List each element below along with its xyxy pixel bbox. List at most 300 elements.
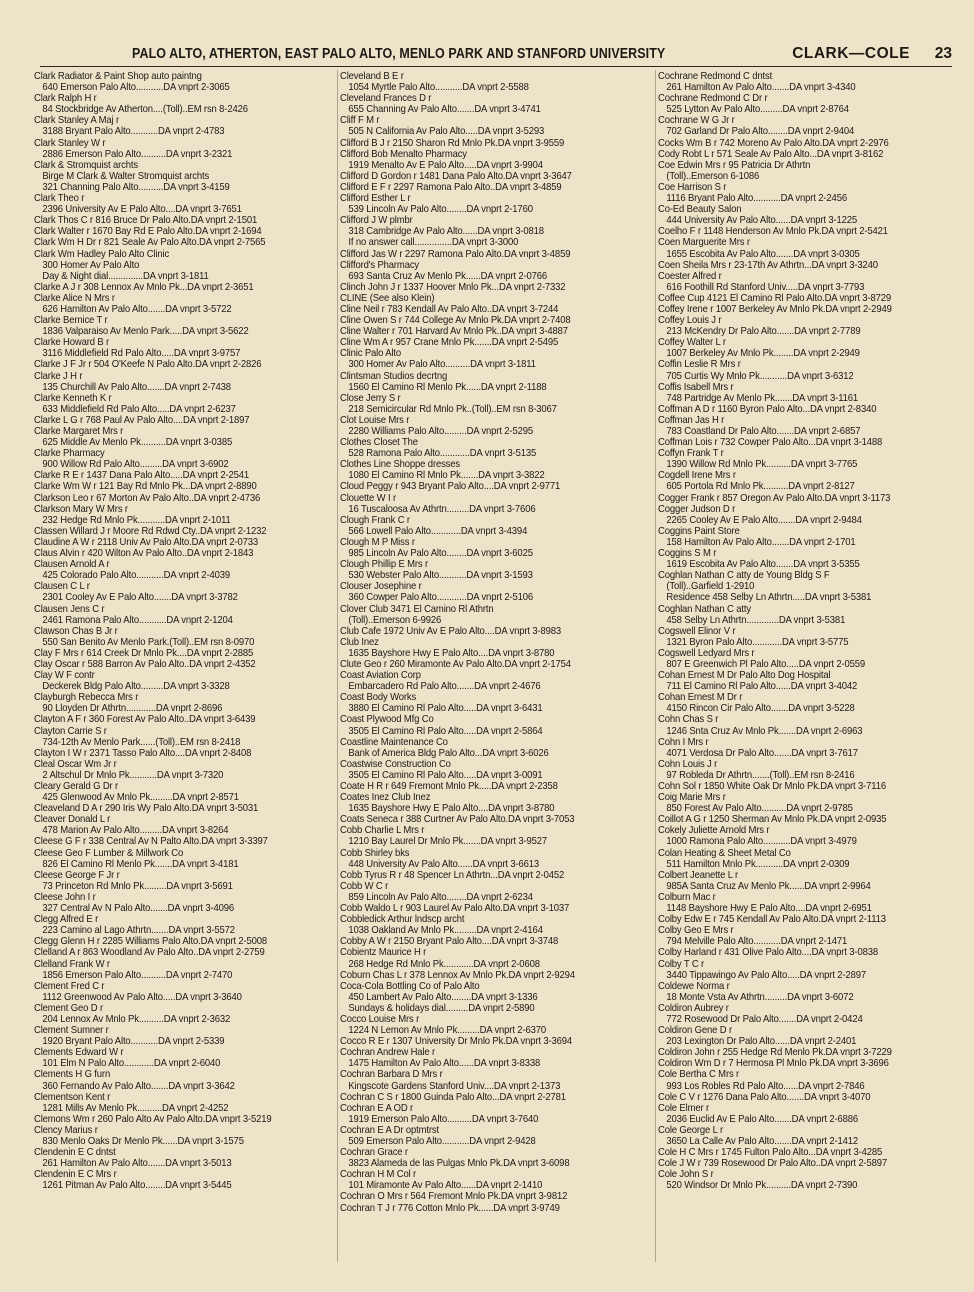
listing-line: Cleese G F r 338 Central Av N Palto Alto.DA vnprt 3-3397 — [34, 836, 268, 848]
listing-line: Cline Wm A r 957 Crane Mnlo Pk.......DA vnprt 2-5495 — [340, 337, 559, 349]
listing-line: Clarke Kenneth K r — [34, 392, 112, 404]
listing-line: Coillot A G r 1250 Sherman Av Mnlo Pk.DA vnprt 2-0935 — [658, 814, 887, 826]
listing-line: Coldiron John r 255 Hedge Rd Menlo Pk.DA vnprt 3-7229 — [658, 1047, 892, 1059]
listing-line: 425 Glenwood Av Mnlo Pk.........DA vnprt 2-8571 — [42, 792, 239, 804]
listing-line: Clemons Wm r 260 Palo Alto Av Palo Alto.DA vnprt 3-5219 — [34, 1113, 272, 1125]
listing-line: Clute Geo r 260 Miramonte Av Palo Alto.DA vnprt 2-1754 — [340, 658, 571, 670]
listing-line: Coast Body Works — [340, 692, 417, 704]
listing-line: 625 Middle Av Menlo Pk..........DA vnprt 3-0385 — [42, 437, 233, 449]
listing-line: Classen Willard J r Moore Rd Rdwd Cty..DA vnprt 2-1232 — [34, 525, 267, 537]
listing-line: 705 Curtis Wy Mnlo Pk...........DA vnprt 3-6312 — [666, 370, 854, 382]
listing-line: Clinch John J r 1337 Hoover Mnlo Pk...DA vnprt 2-7332 — [340, 281, 566, 293]
listing-line: Sundays & holidays dial.........DA vnprt 2-5890 — [348, 1002, 535, 1014]
listing-line: Birge M Clark & Walter Stromquist archts — [42, 170, 210, 182]
listing-line: Clover Club 3471 El Camino Rl Athrtn — [340, 603, 494, 615]
listing-line: Coldiron Gene D r — [658, 1025, 732, 1037]
listing-line: Clelland A r 863 Woodland Av Palo Alto..DA vnprt 2-2759 — [34, 947, 265, 959]
listing-line: Clarke L G r 768 Paul Av Palo Alto....DA vnprt 2-1897 — [34, 414, 250, 426]
listing-line: Colburn Mac r — [658, 891, 716, 903]
listing-line: Cody Robt L r 571 Seale Av Palo Alto...DA vnprt 3-8162 — [658, 148, 884, 160]
listing-line: 985A Santa Cruz Av Menlo Pk......DA vnprt 2-9964 — [666, 880, 871, 892]
listing-line: 794 Melville Palo Alto...........DA vnprt 2-1471 — [666, 936, 848, 948]
listing-line: 135 Churchill Av Palo Alto.......DA vnprt 2-7438 — [42, 381, 231, 393]
listing-column-1 — [34, 71, 330, 1261]
listing-line: Clark Ralph H r — [34, 93, 97, 105]
listing-line: 1007 Berkeley Av Mnlo Pk........DA vnprt 2-2949 — [666, 348, 860, 360]
listing-line: 509 Emerson Palo Alto...........DA vnprt 2-9428 — [348, 1136, 536, 1147]
listing-line: 18 Monte Vsta Av Athrtn.........DA vnprt 3-6072 — [666, 991, 854, 1003]
listing-line: 605 Portola Rd Mnlo Pk..........DA vnprt 2-8127 — [666, 481, 855, 493]
listing-line: Embarcadero Rd Palo Alto.......DA vnprt 2-4676 — [348, 681, 541, 693]
listing-line: Cole C V r 1276 Dana Palo Alto.......DA vnprt 3-4070 — [658, 1091, 871, 1103]
listing-line: 539 Lincoln Av Palo Alto........DA vnprt 2-1760 — [348, 204, 533, 216]
listing-line: 1635 Bayshore Hwy E Palo Alto....DA vnprt 3-8780 — [348, 647, 555, 659]
listing-line: Clifford D Gordon r 1481 Dana Palo Alto.DA vnprt 3-3647 — [340, 170, 572, 182]
listing-line: Clintsman Studios decrtng — [340, 370, 448, 382]
listing-line: Clement Geo D r — [34, 1002, 103, 1014]
column-divider — [337, 70, 338, 1262]
listing-line: Cohn I Mrs r — [658, 736, 709, 748]
listing-line: Cleveland Frances D r — [340, 93, 432, 105]
listing-line: Cleese John I r — [34, 891, 96, 903]
listing-line: Clarke Howard B r — [34, 337, 110, 349]
listing-line: Cleese Geo F Lumber & Millwork Co — [34, 847, 184, 859]
listing-line: 3650 La Calle Av Palo Alto.......DA vnprt 2-1412 — [666, 1136, 859, 1147]
listing-line: 1210 Bay Laurel Dr Mnlo Pk.......DA vnprt 3-9527 — [348, 836, 548, 848]
listing-line: 626 Hamilton Av Palo Alto.......DA vnprt 3-5722 — [42, 303, 232, 315]
listing-line: Coast Aviation Corp — [340, 670, 421, 682]
listing-line: Cochran T J r 776 Cotton Mnlo Pk......DA vnprt 3-9749 — [340, 1202, 560, 1214]
listing-line: Cole J W r 739 Rosewood Dr Palo Alto..DA vnprt 2-5897 — [658, 1158, 888, 1170]
listing-line: 830 Menlo Oaks Dr Menlo Pk......DA vnprt 3-1575 — [42, 1136, 244, 1147]
listing-line: Colby T C r — [658, 958, 705, 970]
listing-line: 4150 Rincon Cir Palo Alto.......DA vnprt 3-5228 — [666, 703, 855, 715]
listing-line: 360 Fernando Av Palo Alto.......DA vnprt 3-3642 — [42, 1080, 235, 1092]
page-header — [40, 44, 952, 67]
listing-line: 772 Rosewood Dr Palo Alto.......DA vnprt 2-0424 — [666, 1013, 863, 1025]
listing-line: Coburn Chas L r 378 Lennox Av Mnlo Pk.DA vnprt 2-9294 — [340, 969, 575, 981]
listing-line: Coast Plywood Mfg Co — [340, 714, 434, 726]
listing-line: Cleary Gerald G Dr r — [34, 781, 119, 792]
listing-line: Clausen C L r — [34, 581, 90, 593]
listing-line: Coffman Lois r 732 Cowper Palo Alto...DA vnprt 3-1488 — [658, 437, 883, 449]
listing-line: 520 Windsor Dr Mnlo Pk..........DA vnprt 2-7390 — [666, 1180, 858, 1192]
listing-line: Clegg Alfred E r — [34, 914, 99, 926]
listing-line: 360 Cowper Palo Alto............DA vnprt 2-5106 — [348, 592, 533, 604]
listing-line: 478 Marion Av Palo Alto.........DA vnprt 3-8264 — [42, 825, 229, 837]
listing-line: 783 Coastland Dr Palo Alto.......DA vnprt 2-6857 — [666, 426, 861, 437]
listing-line: Clency Marius r — [34, 1124, 98, 1136]
listing-line: Clendenin E C Mrs r — [34, 1169, 117, 1181]
listing-line: 84 Stockbridge Av Atherton....(Toll)..EM rsn 8-2426 — [42, 104, 248, 116]
listing-line: 711 El Camino Rl Palo Alto......DA vnprt 3-4042 — [666, 681, 858, 693]
listing-line: Coe Edwin Mrs r 95 Patricia Dr Athrtn — [658, 159, 811, 171]
listing-line: Cobb W C r — [340, 880, 389, 892]
listing-line: Coldiron Wm D r 7 Hermosa Pl Mnlo Pk.DA vnprt 3-3696 — [658, 1058, 889, 1070]
listing-line: 450 Lambert Av Palo Alto........DA vnprt 3-1336 — [348, 991, 538, 1003]
listing-line: Cobb Charlie L Mrs r — [340, 825, 425, 837]
listing-line: Cohn Sol r 1850 White Oak Dr Mnlo Pk.DA vnprt 3-7116 — [658, 781, 886, 792]
listing-line: 218 Semicircular Rd Mnlo Pk..(Toll)..EM rsn 8-3067 — [348, 403, 557, 415]
listing-line: Cochran O Mrs r 564 Fremont Mnlo Pk.DA vnprt 3-9812 — [340, 1191, 568, 1203]
listing-line: 1112 Greenwood Av Palo Alto.....DA vnprt 3-3640 — [42, 991, 242, 1003]
listing-line: (Toll)..Emerson 6-9926 — [348, 614, 442, 626]
listing-line: 16 Tuscaloosa Av Athrtn.........DA vnprt 3-7606 — [348, 503, 536, 515]
listing-line: Cole George L r — [658, 1124, 723, 1136]
listing-line: Clarkson Leo r 67 Morton Av Palo Alto..DA vnprt 2-4736 — [34, 492, 261, 504]
listing-line: 204 Lennox Av Mnlo Pk..........DA vnprt 2-3632 — [42, 1013, 231, 1025]
listing-line: 1261 Pitman Av Palo Alto........DA vnprt 3-5445 — [42, 1180, 232, 1192]
listing-line: 1619 Escobita Av Palo Alto.......DA vnprt 3-5355 — [666, 559, 860, 571]
listing-line: 826 El Camino Rl Menlo Pk.......DA vnprt 3-4181 — [42, 858, 239, 870]
listing-line: Clothes Closet The — [340, 437, 418, 449]
listing-line: Colan Heating & Sheet Metal Co — [658, 847, 791, 859]
listing-line: (Toll)..Garfield 1-2910 — [666, 581, 755, 593]
listing-line: If no answer call...............DA vnprt 3-3000 — [348, 237, 519, 249]
listing-line: Coghlan Nathan C atty — [658, 603, 751, 615]
listing-line: 213 McKendry Dr Palo Alto.......DA vnprt 2-7789 — [666, 326, 861, 338]
listing-line: 1281 Mills Av Menlo Pk..........DA vnprt 2-4252 — [42, 1102, 229, 1114]
listing-line: 90 Lloyden Dr Athrtn............DA vnprt 2-8696 — [42, 703, 223, 715]
listing-line: Cohan Ernest M Dr r — [658, 692, 743, 704]
listing-line: 693 Santa Cruz Av Menlo Pk......DA vnprt 2-0766 — [348, 270, 548, 282]
listing-line: 859 Lincoln Av Palo Alto........DA vnprt 2-6234 — [348, 891, 533, 903]
listing-line: 203 Lexington Dr Palo Alto......DA vnprt 2-2401 — [666, 1036, 857, 1048]
listing-line: 261 Hamilton Av Palo Alto.......DA vnprt 3-4340 — [666, 82, 856, 94]
listing-line: 261 Hamilton Av Palo Alto.......DA vnprt 3-5013 — [42, 1158, 232, 1170]
listing-line: Cobb Shirley bks — [340, 847, 410, 859]
listing-line: Cochrane W G Jr r — [658, 115, 735, 127]
column-divider — [655, 70, 656, 1262]
listing-line: Clarke Alice N Mrs r — [34, 292, 115, 304]
listing-line: CLINE (See also Klein) — [340, 292, 435, 304]
listing-line: 1560 El Camino Rl Menlo Pk......DA vnprt 2-1188 — [348, 381, 547, 393]
listing-line: Clark Stanley W r — [34, 137, 106, 149]
listing-line: Cobb Tyrus R r 48 Spencer Ln Athrtn...DA vnprt 2-0452 — [340, 869, 565, 881]
listing-line: Cole Bertha C Mrs r — [658, 1069, 740, 1081]
listing-line: Clausen Arnold A r — [34, 559, 110, 571]
listing-line: 1054 Myrtle Palo Alto...........DA vnprt 2-5588 — [348, 82, 529, 94]
listing-line: 1224 N Lemon Av Mnlo Pk.........DA vnprt 2-6370 — [348, 1025, 546, 1037]
listing-line: Close Jerry S r — [340, 392, 401, 404]
listing-line: 702 Garland Dr Palo Alto........DA vnprt 2-9404 — [666, 126, 855, 138]
listing-line: Coggins Paint Store — [658, 525, 740, 537]
listing-line: Clay F Mrs r 614 Creek Dr Mnlo Pk....DA vnprt 2-2885 — [34, 647, 254, 659]
listing-line: Coffee Cup 4121 El Camino Rl Palo Alto.DA vnprt 3-8729 — [658, 292, 891, 304]
listing-line: Clark Radiator & Paint Shop auto paintng — [34, 71, 202, 82]
listing-line: Cogger Judson D r — [658, 503, 736, 515]
listing-line: Club Cafe 1972 Univ Av E Palo Alto....DA vnprt 3-8983 — [340, 625, 562, 637]
listing-line: 2265 Cooley Av E Palo Alto.......DA vnprt 2-9484 — [666, 514, 862, 526]
listing-line: 3440 Tippawingo Av Palo Alto.....DA vnprt 2-2897 — [666, 969, 866, 981]
listing-line: 3505 El Camino Rl Palo Alto.....DA vnprt 3-0091 — [348, 769, 543, 781]
listing-line: Clarkson Mary W Mrs r — [34, 503, 128, 515]
listing-line: Clarke A J r 308 Lennox Av Mnlo Pk...DA vnprt 2-3651 — [34, 281, 254, 293]
listing-line: Clay W F contr — [34, 670, 95, 682]
listing-line: 2396 University Av E Palo Alto....DA vnprt 3-7651 — [42, 204, 242, 216]
listing-line: Coen Marguerite Mrs r — [658, 237, 750, 249]
listing-line: 528 Ramona Palo Alto............DA vnprt 3-5135 — [348, 448, 537, 460]
listing-line: Coastline Maintenance Co — [340, 736, 448, 748]
listing-line: 1148 Bayshore Hwy E Palo Alto....DA vnprt 2-6951 — [666, 903, 872, 915]
listing-line: 900 Willow Rd Palo Alto.........DA vnprt 3-6902 — [42, 459, 229, 471]
listing-line: 985 Lincoln Av Palo Alto........DA vnprt 3-6025 — [348, 548, 533, 560]
listing-line: Clifford Jas W r 2297 Ramona Palo Alto.DA vnprt 3-4859 — [340, 248, 571, 260]
listing-line: Cole H C Mrs r 1745 Fulton Palo Alto...DA vnprt 3-4285 — [658, 1147, 883, 1159]
listing-line: 1919 Menalto Av E Palo Alto.....DA vnprt 3-9904 — [348, 159, 543, 171]
listing-line: Coldewe Norma r — [658, 980, 730, 992]
listing-line: Clough M P Miss r — [340, 536, 415, 548]
listing-line: Cleveland B E r — [340, 71, 404, 82]
listing-column-3 — [658, 71, 962, 1261]
listing-line: Cleal Oscar Wm Jr r — [34, 758, 117, 770]
listing-line: Cole John S r — [658, 1169, 714, 1181]
listing-line: Coffman A D r 1160 Byron Palo Alto...DA vnprt 2-8340 — [658, 403, 877, 415]
listing-line: 158 Hamilton Av Palo Alto.......DA vnprt 2-1701 — [666, 536, 856, 548]
listing-line: Cochran H M Col r — [340, 1169, 417, 1181]
listing-line: Cogdell Irene Mrs r — [658, 470, 736, 482]
listing-line: 2886 Emerson Palo Alto..........DA vnprt 3-2321 — [42, 148, 233, 160]
listing-line: 1635 Bayshore Hwy E Palo Alto....DA vnprt 3-8780 — [348, 803, 555, 815]
listing-line: Coldiron Aubrey r — [658, 1002, 729, 1014]
listing-line: 101 Miramonte Av Palo Alto......DA vnprt 2-1410 — [348, 1180, 543, 1192]
listing-line: 327 Central Av N Palo Alto.......DA vnprt 3-4096 — [42, 903, 235, 915]
listing-line: Clarke J F Jr r 504 O'Keefe N Palo Alto.DA vnprt 2-2826 — [34, 359, 262, 371]
listing-line: Clinic Palo Alto — [340, 348, 401, 360]
listing-line: Clark Stanley A Maj r — [34, 115, 120, 127]
listing-line: 1856 Emerson Palo Alto..........DA vnprt 2-7470 — [42, 969, 233, 981]
listing-line: Clayton A F r 360 Forest Av Palo Alto..DA vnprt 3-6439 — [34, 714, 256, 726]
listing-line: 300 Homer Av Palo Alto — [42, 259, 140, 271]
listing-line: 1000 Ramona Palo Alto...........DA vnprt 3-4979 — [666, 836, 857, 848]
listing-line: Clough Frank C r — [340, 514, 410, 526]
listing-line: Cobby A W r 2150 Bryant Palo Alto....DA vnprt 3-3748 — [340, 936, 559, 948]
listing-line: 505 N California Av Palo Alto.....DA vnprt 3-5293 — [348, 126, 545, 138]
listing-line: Claudine A W r 2118 Univ Av Palo Alto.DA vnprt 2-0733 — [34, 536, 258, 548]
listing-line: Cocco Louise Mrs r — [340, 1013, 420, 1025]
listing-line: Day & Night dial..............DA vnprt 3-1811 — [42, 270, 209, 282]
listing-line: 550 San Benito Av Menlo Park.(Toll)..EM rsn 8-0970 — [42, 636, 255, 648]
listing-line: 97 Robleda Dr Athrtn.......(Toll)..EM rsn 8-2416 — [666, 769, 855, 781]
listing-line: 448 University Av Palo Alto......DA vnprt 3-6613 — [348, 858, 539, 870]
listing-line: Coe Harrison S r — [658, 181, 727, 193]
listing-line: 3823 Alameda de las Pulgas Mnlo Pk.DA vnprt 3-6098 — [348, 1158, 570, 1170]
listing-line: Coen Sheila Mrs r 23-17th Av Athrtn...DA vnprt 3-3240 — [658, 259, 878, 271]
listing-line: Clough Phillip E Mrs r — [340, 559, 429, 571]
listing-line: 633 Middlefield Rd Palo Alto.....DA vnprt 2-6237 — [42, 403, 236, 415]
listing-line: 458 Selby Ln Athrtn.............DA vnprt 3-5381 — [666, 614, 846, 626]
listing-line: Cleaver Donald L r — [34, 814, 111, 826]
listing-line: Cogswell Ledyard Mrs r — [658, 647, 755, 659]
listing-line: Clark Theo r — [34, 193, 85, 205]
listing-line: Clot Louise Mrs r — [340, 414, 410, 426]
listing-line: Cole Elmer r — [658, 1102, 709, 1114]
listing-line: 3188 Bryant Palo Alto...........DA vnprt 2-4783 — [42, 126, 225, 138]
listing-line: Colby Harland r 431 Olive Palo Alto....DA vnprt 3-0838 — [658, 947, 878, 959]
listing-line: Coffyn Frank T r — [658, 448, 724, 460]
listing-line: Cogswell Elinor V r — [658, 625, 736, 637]
listing-line: Clouser Josephine r — [340, 581, 422, 593]
listing-line: Clifford E F r 2297 Ramona Palo Alto..DA vnprt 3-4859 — [340, 181, 562, 193]
listing-line: 223 Camino al Lago Athrtn.......DA vnprt 3-5572 — [42, 925, 235, 937]
listing-line: Clifford Esther L r — [340, 193, 411, 205]
alphabetical-range: CLARK—COLE — [792, 45, 910, 62]
listing-line: Clements Edward W r — [34, 1047, 124, 1059]
listing-line: Clement Fred C r — [34, 980, 105, 992]
listing-line: Cochran Grace r — [340, 1147, 408, 1159]
listing-line: 101 Elm N Palo Alto............DA vnprt 2-6040 — [42, 1058, 221, 1070]
listing-line: Coffey Walter L r — [658, 337, 726, 349]
listing-line: Cline Owen S r 744 College Av Mnlo Pk.DA vnprt 2-7408 — [340, 315, 571, 327]
listing-line: 1080 El Camino Rl Mnlo Pk.......DA vnprt 3-3822 — [348, 470, 545, 482]
listing-line: Coig Marie Mrs r — [658, 792, 726, 804]
page-number: 23 — [934, 45, 952, 62]
listing-line: Clark Wm Hadley Palo Alto Clinic — [34, 248, 170, 260]
listing-line: Clawson Chas B Jr r — [34, 625, 118, 637]
listing-line: Cline Walter r 701 Harvard Av Mnlo Pk..DA vnprt 3-4887 — [340, 326, 568, 338]
listing-line: Coca-Cola Bottling Co of Palo Alto — [340, 980, 480, 992]
listing-line: 300 Homer Av Palo Alto..........DA vnprt 3-1811 — [348, 359, 536, 371]
listing-line: Cocco R E r 1307 University Dr Mnlo Pk.DA vnprt 3-3694 — [340, 1036, 573, 1048]
listing-line: Claus Alvin r 420 Wilton Av Palo Alto..DA vnprt 2-1843 — [34, 548, 254, 560]
listing-line: Coester Alfred r — [658, 270, 722, 282]
listing-line: Coate H R r 649 Fremont Mnlo Pk.....DA vnprt 2-2358 — [340, 781, 558, 792]
listing-line: 232 Hedge Rd Mnlo Pk...........DA vnprt 2-1011 — [42, 514, 231, 526]
listing-line: Coffey Louis J r — [658, 315, 722, 327]
listing-line: Clarke Margaret Mrs r — [34, 426, 124, 437]
listing-line: 2301 Cooley Av E Palo Alto.......DA vnprt 3-3782 — [42, 592, 238, 604]
listing-line: Colbert Jeanette L r — [658, 869, 739, 881]
listing-line: 1836 Valparaiso Av Menlo Park.....DA vnprt 3-5622 — [42, 326, 249, 338]
listing-line: Clothes Line Shoppe dresses — [340, 459, 461, 471]
listing-line: 530 Webster Palo Alto...........DA vnprt 3-1593 — [348, 570, 533, 582]
listing-line: Clelland Frank W r — [34, 958, 110, 970]
listing-line: Cobientz Maurice H r — [340, 947, 427, 959]
listing-line: Kingscote Gardens Stanford Univ....DA vnprt 2-1373 — [348, 1080, 561, 1092]
listing-line: Coffman Jas H r — [658, 414, 725, 426]
listing-line: Coates Inez Club Inez — [340, 792, 431, 804]
listing-line: Coelho F r 1148 Henderson Av Mnlo Pk.DA vnprt 2-5421 — [658, 226, 888, 238]
listing-line: Clark Wm H Dr r 821 Seale Av Palo Alto.DA vnprt 2-7565 — [34, 237, 266, 249]
listing-line: Co-Ed Beauty Salon — [658, 204, 742, 216]
listing-line: Cokely Juliette Arnold Mrs r — [658, 825, 770, 837]
listing-line: 2 Altschul Dr Mnlo Pk...........DA vnprt 3-7320 — [42, 769, 224, 781]
listing-line: Clarke J H r — [34, 370, 83, 382]
listing-line: 73 Princeton Rd Mnlo Pk.........DA vnprt 3-5691 — [42, 880, 233, 892]
listing-line: 1475 Hamilton Av Palo Alto......DA vnprt 3-8338 — [348, 1058, 541, 1070]
listing-line: Coggins S M r — [658, 548, 717, 560]
listing-line: 321 Channing Palo Alto..........DA vnprt 3-4159 — [42, 181, 230, 193]
listing-line: Cocks Wm B r 742 Moreno Av Palo Alto.DA vnprt 2-2976 — [658, 137, 889, 149]
listing-line: Residence 458 Selby Ln Athrtn.....DA vnprt 3-5381 — [666, 592, 872, 604]
listing-column-2 — [340, 71, 648, 1261]
listing-line: 640 Emerson Palo Alto...........DA vnprt 2-3065 — [42, 82, 230, 94]
listing-line: Coghlan Nathan C atty de Young Bldg S F — [658, 570, 830, 582]
listing-line: Clark Walter r 1670 Bay Rd E Palo Alto.DA vnprt 2-1694 — [34, 226, 262, 238]
listing-line: 2461 Ramona Palo Alto...........DA vnprt 2-1204 — [42, 614, 233, 626]
listing-line: Clarke Wm W r 121 Bay Rd Mnlo Pk...DA vnprt 2-8890 — [34, 481, 257, 493]
listing-line: Clifford's Pharmacy — [340, 259, 420, 271]
listing-line: 1246 Snta Cruz Av Mnlo Pk.......DA vnprt 2-6963 — [666, 725, 863, 737]
listing-line: Clausen Jens C r — [34, 603, 105, 615]
listing-line: Clayton Carrie S r — [34, 725, 107, 737]
listing-line: Club Inez — [340, 636, 379, 648]
listing-line: 268 Hedge Rd Mnlo Pk............DA vnprt 2-0608 — [348, 958, 540, 970]
listing-line: Clouette W I r — [340, 492, 396, 504]
running-title: PALO ALTO, ATHERTON, EAST PALO ALTO, MENLO PARK AND STANFORD UNIVERSITY — [132, 46, 666, 62]
listing-line: Clifford J W plmbr — [340, 215, 413, 227]
listing-line: Clifford B J r 2150 Sharon Rd Mnlo Pk.DA vnprt 3-9559 — [340, 137, 565, 149]
listing-line: Cloud Peggy r 943 Bryant Palo Alto....DA vnprt 2-9771 — [340, 481, 561, 493]
listing-line: Cochran E A OD r — [340, 1102, 414, 1114]
listing-line: 3505 El Camino Rl Palo Alto.....DA vnprt 2-5864 — [348, 725, 543, 737]
listing-line: Clifford Bob Menalto Pharmacy — [340, 148, 467, 160]
listing-line: Cliff F M r — [340, 115, 380, 127]
listing-line: 511 Hamilton Mnlo Pk...........DA vnprt 2-0309 — [666, 858, 850, 870]
listing-line: Clendenin E C dntst — [34, 1147, 116, 1159]
listing-line: Clayton I W r 2371 Tasso Palo Alto....DA vnprt 2-8408 — [34, 747, 252, 759]
listing-line: Cobb Waldo L r 903 Laurel Av Palo Alto.DA vnprt 3-1037 — [340, 903, 570, 915]
listing-line: Cline Neil r 783 Kendall Av Palo Alto..DA vnprt 3-7244 — [340, 303, 559, 315]
listing-line: Bank of America Bldg Palo Alto...DA vnprt 3-6026 — [348, 747, 549, 759]
listing-line: 566 Lowell Palo Alto............DA vnprt 3-4394 — [348, 525, 528, 537]
listing-line: Clarke R E r 1437 Dana Palo Alto.....DA vnprt 2-2541 — [34, 470, 249, 482]
listing-line: Coffin Leslie R Mrs r — [658, 359, 741, 371]
listing-line: 1038 Oakland Av Mnlo Pk.........DA vnprt 2-4164 — [348, 925, 543, 937]
listing-line: 616 Foothill Rd Stanford Univ.....DA vnprt 3-7793 — [666, 281, 865, 293]
listing-line: 525 Lytton Av Palo Alto.........DA vnprt 2-8764 — [666, 104, 849, 116]
listing-line: 748 Partridge Av Menlo Pk.......DA vnprt 3-1161 — [666, 392, 859, 404]
listing-line: 1116 Bryant Palo Alto...........DA vnprt 2-2456 — [666, 193, 847, 205]
listing-line: Clarke Pharmacy — [34, 448, 105, 460]
listing-line: Cohn Louis J r — [658, 758, 718, 770]
listing-line: Coffey Irene r 1007 Berkeley Av Mnlo Pk.DA vnprt 2-2949 — [658, 303, 892, 315]
listing-line: Clement Sumner r — [34, 1025, 109, 1037]
listing-line: 3116 Middlefield Rd Palo Alto.....DA vnprt 3-9757 — [42, 348, 241, 360]
listing-line: 3880 El Camino Rl Palo Alto.....DA vnprt 3-6431 — [348, 703, 543, 715]
listing-line: Colby Edw E r 745 Kendall Av Palo Alto.DA vnprt 2-1113 — [658, 914, 886, 926]
listing-line: Cochran C S r 1800 Guinda Palo Alto...DA vnprt 2-2781 — [340, 1091, 566, 1103]
listing-line: Clegg Glenn H r 2285 Williams Palo Alto.DA vnprt 2-5008 — [34, 936, 267, 948]
listing-line: Clark & Stromquist archts — [34, 159, 138, 171]
listing-line: Cleese George F Jr r — [34, 869, 120, 881]
listing-line: Clayburgh Rebecca Mrs r — [34, 692, 139, 704]
listing-line: 444 University Av Palo Alto......DA vnprt 3-1225 — [666, 215, 857, 227]
listing-line: 1655 Escobita Av Palo Alto.......DA vnprt 3-0305 — [666, 248, 860, 260]
listing-line: Clements H G furn — [34, 1069, 111, 1081]
listing-line: Coastwise Construction Co — [340, 758, 451, 770]
listing-line: 1390 Willow Rd Mnlo Pk..........DA vnprt 3-7765 — [666, 459, 858, 471]
listing-line: Deckerek Bldg Palo Alto.........DA vnprt 3-3328 — [42, 681, 230, 693]
listing-line: 993 Los Robles Rd Palo Alto......DA vnprt 2-7846 — [666, 1080, 865, 1092]
listing-line: Colby Geo E Mrs r — [658, 925, 734, 937]
listing-line: Coats Seneca r 388 Curtner Av Palo Alto.DA vnprt 3-7053 — [340, 814, 575, 826]
listing-line: 1920 Bryant Palo Alto...........DA vnprt 2-5339 — [42, 1036, 225, 1048]
listing-line: 850 Forest Av Palo Alto..........DA vnprt 2-9785 — [666, 803, 853, 815]
listing-line: Clark Thos C r 816 Bruce Dr Palo Alto.DA vnprt 2-1501 — [34, 215, 258, 227]
listing-line: Cleaveland D A r 290 Iris Wy Palo Alto.DA vnprt 3-5031 — [34, 803, 259, 815]
listing-line: 734-12th Av Menlo Park......(Toll)..EM rsn 8-2418 — [42, 736, 241, 748]
listing-line: 1919 Emerson Palo Alto..........DA vnprt 3-7640 — [348, 1113, 539, 1125]
listing-line: 807 E Greenwich Pl Palo Alto.....DA vnprt 2-0559 — [666, 658, 866, 670]
listing-line: Cogger Frank r 857 Oregon Av Palo Alto.DA vnprt 3-1173 — [658, 492, 891, 504]
listing-line: Cohan Ernest M Dr Palo Alto Dog Hospital — [658, 670, 831, 682]
listing-line: Cobbledick Arthur lndscp archt — [340, 914, 465, 926]
listing-line: Cochran Barbara D Mrs r — [340, 1069, 443, 1081]
listing-line: Cochran E A Dr optmtrst — [340, 1124, 439, 1136]
listing-line: Cohn Chas S r — [658, 714, 719, 726]
listing-line: 2036 Euclid Av E Palo Alto.......DA vnprt 2-6886 — [666, 1113, 859, 1125]
